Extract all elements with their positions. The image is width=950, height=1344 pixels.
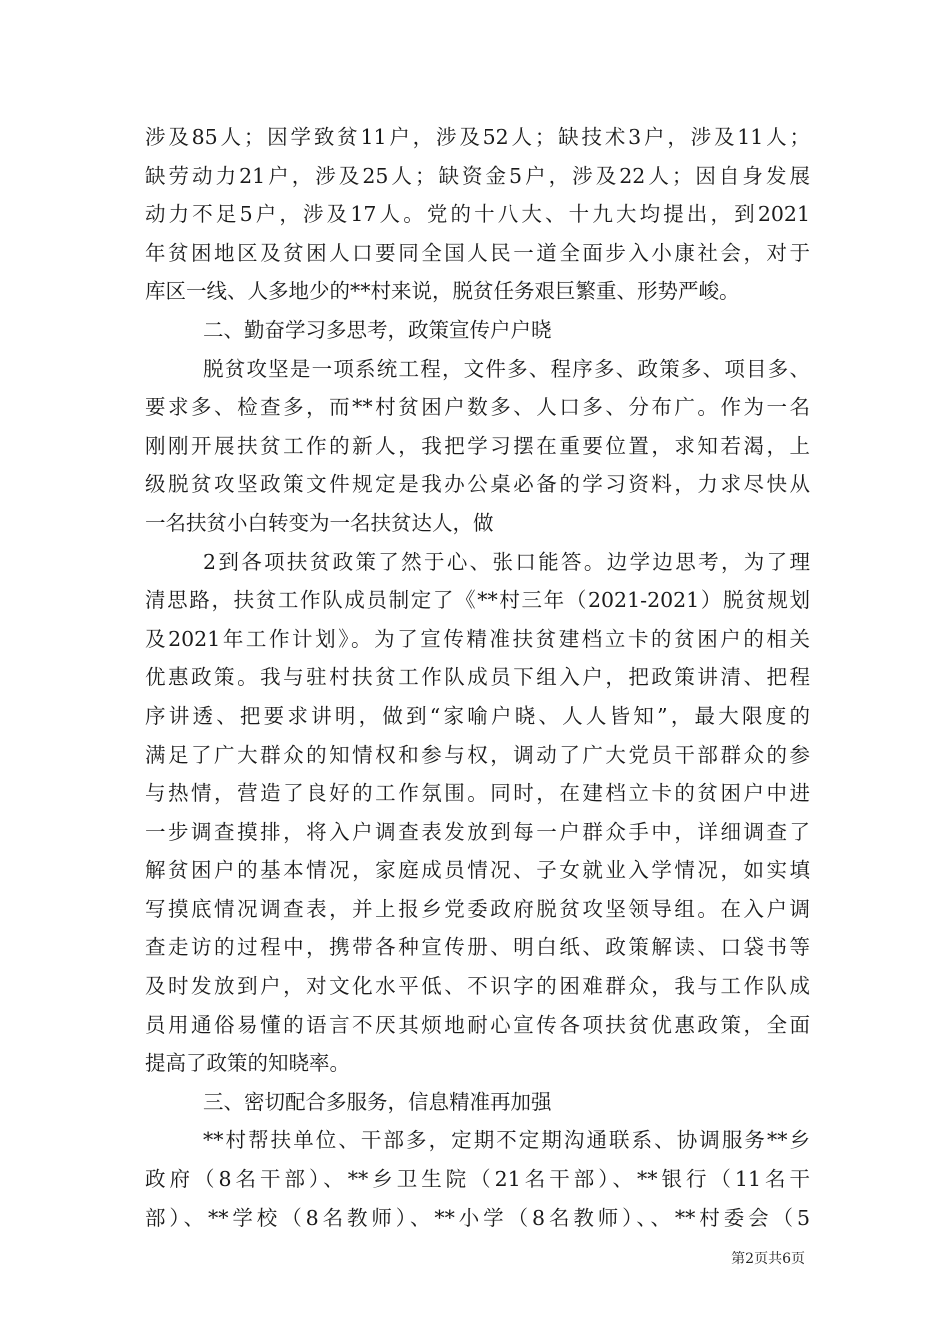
text-line: 写摸底情况调查表，并上报乡党委政府脱贫攻坚领导组。在入户调	[145, 896, 810, 921]
text-line: 2到各项扶贫政策了然于心、张口能答。边学边思考，为了理	[203, 549, 810, 574]
text-line: 提高了政策的知晓率。	[145, 1051, 350, 1076]
text-line: 动力不足5户，涉及17人。党的十八大、十九大均提出，到2021	[145, 202, 810, 227]
text-line: 库区一线、人多地少的**村来说，脱贫任务艰巨繁重、形势严峻。	[145, 279, 740, 304]
text-line: 一步调查摸排，将入户调查表发放到每一户群众手中，详细调查了	[145, 819, 810, 844]
page-number-footer: 第2页共6页	[731, 1251, 805, 1267]
text-line: 优惠政策。我与驻村扶贫工作队成员下组入户，把政策讲清、把程	[145, 665, 810, 690]
text-line: 员用通俗易懂的语言不厌其烦地耐心宣传各项扶贫优惠政策，全面	[145, 1012, 810, 1037]
text-line: 刚刚开展扶贫工作的新人，我把学习摆在重要位置，求知若渴，上	[145, 433, 810, 458]
text-line: 要求多、检查多，而**村贫困户数多、人口多、分布广。作为一名	[145, 395, 810, 420]
text-line: 缺劳动力21户，涉及25人；缺资金5户，涉及22人；因自身发展	[145, 163, 810, 188]
text-line: 及时发放到户，对文化水平低、不识字的困难群众，我与工作队成	[145, 974, 810, 999]
document-body	[145, 118, 810, 1237]
text-line: 脱贫攻坚是一项系统工程，文件多、程序多、政策多、项目多、	[203, 356, 810, 381]
text-line: 及2021年工作计划》。为了宣传精准扶贫建档立卡的贫困户的相关	[145, 626, 810, 651]
text-line: 政府（8名干部）、**乡卫生院（21名干部）、**银行（11名干	[145, 1167, 810, 1192]
text-line: 序讲透、把要求讲明，做到“家喻户晓、人人皆知”，最大限度的	[145, 703, 810, 728]
text-line: 一名扶贫小白转变为一名扶贫达人，做	[145, 510, 494, 535]
text-line: 涉及85人；因学致贫11户，涉及52人；缺技术3户，涉及11人；	[145, 125, 810, 149]
text-line: 年贫困地区及贫困人口要同全国人民一道全面步入小康社会，对于	[145, 240, 810, 265]
text-line: 清思路，扶贫工作队成员制定了《**村三年（2021-2021）脱贫规划	[145, 588, 810, 613]
section-heading: 二、勤奋学习多思考，政策宣传户户晓	[203, 317, 552, 342]
text-line: 查走访的过程中，携带各种宣传册、明白纸、政策解读、口袋书等	[145, 935, 810, 960]
text-line: 满足了广大群众的知情权和参与权，调动了广大党员干部群众的参	[145, 742, 810, 767]
text-line: 解贫困户的基本情况，家庭成员情况、子女就业入学情况，如实填	[145, 858, 810, 883]
text-line: 部）、**学校（8名教师）、**小学（8名教师）、、**村委会（5	[145, 1205, 810, 1230]
section-heading: 三、密切配合多服务，信息精准再加强	[203, 1089, 552, 1114]
text-line: **村帮扶单位、干部多，定期不定期沟通联系、协调服务**乡	[203, 1128, 810, 1153]
text-line: 级脱贫攻坚政策文件规定是我办公桌必备的学习资料，力求尽快从	[145, 472, 810, 497]
text-line: 与热情，营造了良好的工作氛围。同时，在建档立卡的贫困户中进	[145, 781, 810, 806]
